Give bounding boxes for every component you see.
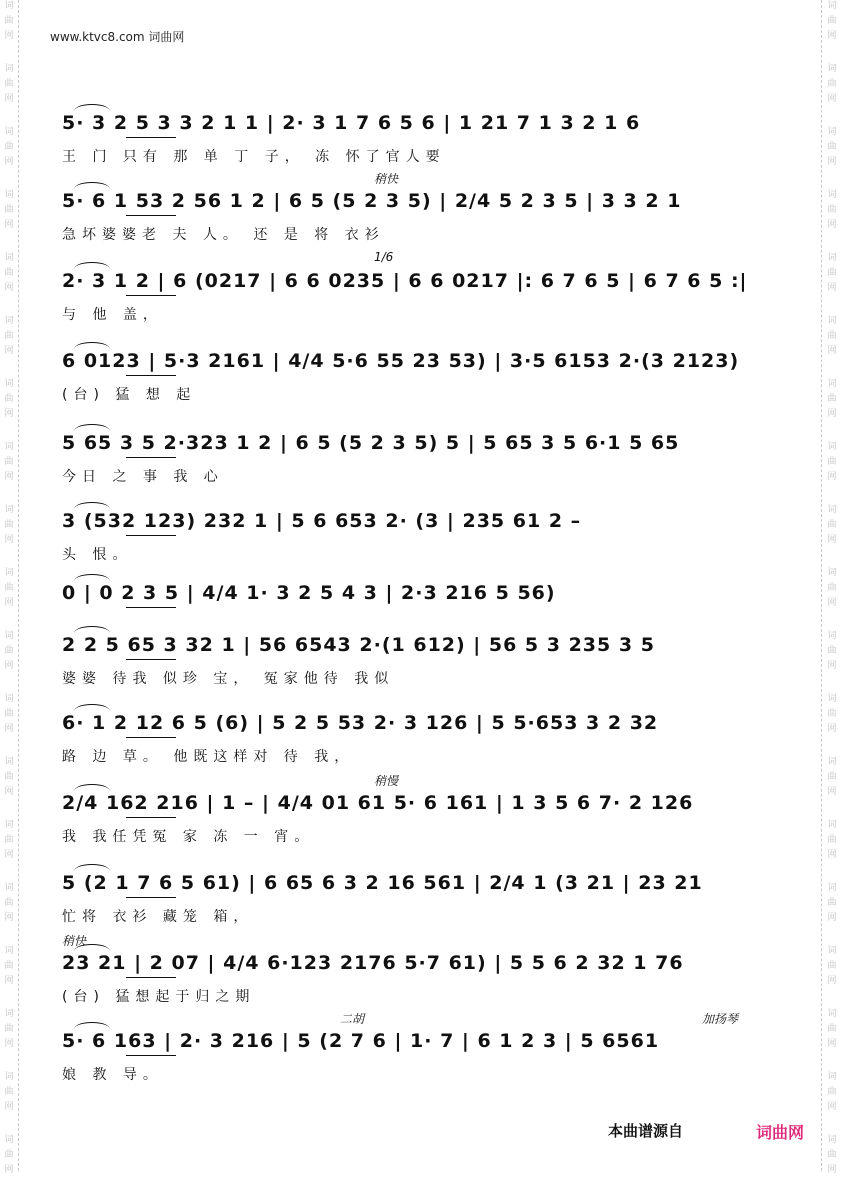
notation-line: 5· 3 2 5 3 3 2 1 1 | 2· 3 1 7 6 5 6 | 1 21 7 1 3 2 1 6: [62, 112, 641, 134]
lyric-line: 路 边 草。 他既这样对 待 我，: [62, 749, 355, 765]
notation-line: 2/4 162 216 | 1 – | 4/4 01 61 5· 6 161 | 1 3 5 6 7· 2 126: [62, 792, 694, 814]
watermark-group: [2, 630, 16, 673]
tempo-mark: 稍快: [374, 172, 399, 186]
watermark-group: [2, 126, 16, 169]
watermark-glyph: 词: [827, 316, 837, 326]
watermark-glyph: 网: [827, 976, 837, 986]
watermark-glyph: 词: [4, 127, 14, 137]
watermark-glyph: 网: [827, 283, 837, 293]
watermark-group: [825, 63, 839, 106]
watermark-glyph: 曲: [4, 646, 14, 656]
watermark-glyph: 曲: [827, 16, 837, 26]
watermark-group: [825, 378, 839, 421]
watermark-glyph: 网: [4, 661, 14, 671]
watermark-glyph: 曲: [4, 205, 14, 215]
beam-underline: [126, 375, 176, 376]
watermark-glyph: 曲: [4, 331, 14, 341]
watermark-glyph: 曲: [4, 835, 14, 845]
watermark-group: [825, 630, 839, 673]
beam-underline: [126, 137, 176, 138]
watermark-glyph: 词: [4, 1072, 14, 1082]
slur-mark: [74, 104, 110, 111]
watermark-glyph: 词: [4, 946, 14, 956]
watermark-group: [2, 693, 16, 736]
slur-mark: [74, 626, 110, 633]
watermark-group: [825, 567, 839, 610]
watermark-glyph: 词: [827, 694, 837, 704]
slur-mark: [74, 262, 110, 269]
watermark-glyph: 网: [827, 913, 837, 923]
watermark-group: [825, 819, 839, 862]
lyric-line: 王 门 只有 那 单 丁 子， 冻 怀了官人要: [62, 149, 446, 165]
watermark-glyph: 词: [827, 568, 837, 578]
watermark-glyph: 曲: [827, 79, 837, 89]
watermark-glyph: 曲: [827, 394, 837, 404]
watermark-glyph: 词: [4, 1, 14, 11]
watermark-glyph: 词: [827, 883, 837, 893]
watermark-glyph: 网: [827, 94, 837, 104]
watermark-glyph: 词: [827, 505, 837, 515]
watermark-glyph: 词: [827, 757, 837, 767]
watermark-glyph: 词: [4, 757, 14, 767]
watermark-group: [825, 882, 839, 925]
watermark-group: [2, 315, 16, 358]
watermark-glyph: 曲: [4, 772, 14, 782]
watermark-glyph: 词: [4, 505, 14, 515]
slur-mark: [74, 574, 110, 581]
watermark-glyph: 词: [827, 1009, 837, 1019]
watermark-group: [825, 315, 839, 358]
notation-line: 6 0123 | 5·3 2161 | 4/4 5·6 55 23 53) | 3·5 6153 2·(3 2123): [62, 350, 740, 372]
watermark-glyph: 网: [4, 283, 14, 293]
watermark-glyph: 词: [827, 379, 837, 389]
beam-underline: [126, 1055, 176, 1056]
beam-underline: [126, 295, 176, 296]
watermark-group: [2, 1008, 16, 1051]
watermark-glyph: 网: [4, 598, 14, 608]
watermark-glyph: 网: [827, 787, 837, 797]
watermark-glyph: 网: [827, 31, 837, 41]
watermark-group: [825, 756, 839, 799]
watermark-glyph: 曲: [4, 268, 14, 278]
watermark-glyph: 曲: [827, 646, 837, 656]
watermark-glyph: 曲: [4, 142, 14, 152]
watermark-glyph: 词: [4, 64, 14, 74]
watermark-glyph: 网: [4, 976, 14, 986]
watermark-glyph: 网: [827, 472, 837, 482]
beam-underline: [126, 897, 176, 898]
watermark-glyph: 网: [827, 1165, 837, 1175]
right-border: [821, 0, 823, 1171]
lyric-line: 与 他 盖，: [62, 307, 163, 323]
slur-mark: [74, 502, 110, 509]
notation-line: 2 2 5 65 3 32 1 | 56 6543 2·(1 612) | 56 5 3 235 3 5: [62, 634, 655, 656]
notation-line: 5 (2 1 7 6 5 61) | 6 65 6 3 2 16 561 | 2/4 1 (3 21 | 23 21: [62, 872, 703, 894]
watermark-glyph: 曲: [4, 457, 14, 467]
slur-mark: [74, 1022, 110, 1029]
notation-line: 23 21 | 2 07 | 4/4 6·123 2176 5·7 61) | 5 5 6 2 32 1 76: [62, 952, 684, 974]
watermark-glyph: 网: [827, 1039, 837, 1049]
watermark-glyph: 词: [827, 64, 837, 74]
watermark-glyph: 网: [4, 1165, 14, 1175]
lyric-line: 急坏婆婆老 夫 人。 还 是 将 衣衫: [62, 227, 385, 243]
watermark-group: [825, 945, 839, 988]
lyric-line: 头 恨。: [62, 547, 133, 563]
watermark-glyph: 网: [4, 850, 14, 860]
watermark-glyph: 曲: [4, 709, 14, 719]
notation-line: 5 65 3 5 2·323 1 2 | 6 5 (5 2 3 5) 5 | 5 65 3 5 6·1 5 65: [62, 432, 680, 454]
tempo-mark: 稍慢: [374, 774, 399, 788]
watermark-group: [825, 126, 839, 169]
watermark-glyph: 网: [827, 598, 837, 608]
watermark-glyph: 曲: [4, 394, 14, 404]
watermark-glyph: 词: [827, 946, 837, 956]
watermark-glyph: 词: [827, 190, 837, 200]
watermark-glyph: 网: [4, 913, 14, 923]
beam-underline: [126, 817, 176, 818]
watermark-glyph: 网: [827, 220, 837, 230]
lyric-line: (台) 猛想起于归之期: [62, 989, 256, 1005]
notation-line: 5· 6 163 | 2· 3 216 | 5 (2 7 6 | 1· 7 | 6 1 2 3 | 5 6561: [62, 1030, 660, 1052]
watermark-group: [825, 1071, 839, 1114]
slur-mark: [74, 784, 110, 791]
beam-underline: [126, 535, 176, 536]
watermark-group: [825, 504, 839, 547]
slur-mark: [74, 424, 110, 431]
watermark-glyph: 网: [827, 661, 837, 671]
watermark-glyph: 网: [827, 850, 837, 860]
watermark-group: [825, 0, 839, 43]
watermark-group: [2, 441, 16, 484]
watermark-group: [2, 504, 16, 547]
watermark-glyph: 曲: [827, 142, 837, 152]
footer-brand[interactable]: 词曲网: [756, 1123, 805, 1142]
watermark-glyph: 曲: [827, 205, 837, 215]
watermark-group: [825, 189, 839, 232]
lyric-line: 婆婆 待我 似珍 宝， 冤家他待 我似: [62, 671, 395, 687]
watermark-glyph: 网: [4, 724, 14, 734]
watermark-glyph: 词: [827, 631, 837, 641]
watermark-group: [2, 189, 16, 232]
watermark-glyph: 曲: [4, 16, 14, 26]
slur-mark: [74, 342, 110, 349]
watermark-glyph: 网: [4, 157, 14, 167]
watermark-glyph: 网: [4, 31, 14, 41]
watermark-group: [2, 252, 16, 295]
watermark-glyph: 网: [827, 346, 837, 356]
watermark-glyph: 网: [4, 346, 14, 356]
footer-source-label: 本曲谱源自: [608, 1122, 684, 1140]
watermark-glyph: 曲: [4, 79, 14, 89]
watermark-group: [2, 945, 16, 988]
watermark-glyph: 词: [827, 1072, 837, 1082]
watermark-group: [2, 882, 16, 925]
watermark-glyph: 网: [4, 1039, 14, 1049]
watermark-glyph: 词: [4, 694, 14, 704]
lyric-line: 我 我任凭冤 家 冻 一 宵。: [62, 829, 315, 845]
watermark-glyph: 词: [4, 1135, 14, 1145]
watermark-group: [825, 441, 839, 484]
instrument-mark: 加扬琴: [702, 1012, 739, 1026]
watermark-group: [2, 819, 16, 862]
watermark-glyph: 网: [4, 787, 14, 797]
watermark-glyph: 词: [827, 1, 837, 11]
watermark-glyph: 网: [4, 472, 14, 482]
watermark-glyph: 网: [827, 724, 837, 734]
slur-mark: [74, 864, 110, 871]
watermark-glyph: 网: [4, 94, 14, 104]
beam-underline: [126, 659, 176, 660]
watermark-right: [825, 0, 839, 1197]
lyric-line: 今日 之 事 我 心: [62, 469, 224, 485]
watermark-group: [2, 63, 16, 106]
watermark-glyph: 词: [4, 820, 14, 830]
beam-underline: [126, 977, 176, 978]
watermark-glyph: 曲: [827, 583, 837, 593]
watermark-glyph: 词: [4, 883, 14, 893]
watermark-glyph: 词: [4, 1009, 14, 1019]
slur-mark: [74, 182, 110, 189]
watermark-left: [2, 0, 16, 1197]
watermark-group: [825, 693, 839, 736]
watermark-group: [2, 378, 16, 421]
watermark-glyph: 网: [827, 409, 837, 419]
watermark-glyph: 网: [4, 220, 14, 230]
notation-line: 3 (532 123) 232 1 | 5 6 653 2· (3 | 235 61 2 –: [62, 510, 582, 532]
watermark-glyph: 网: [4, 1102, 14, 1112]
lyric-line: 娘 教 导。: [62, 1067, 163, 1083]
watermark-group: [825, 252, 839, 295]
watermark-glyph: 曲: [827, 1024, 837, 1034]
beam-underline: [126, 215, 176, 216]
left-border: [18, 0, 20, 1171]
watermark-glyph: 曲: [827, 520, 837, 530]
watermark-glyph: 词: [4, 316, 14, 326]
watermark-group: [825, 1008, 839, 1051]
watermark-glyph: 曲: [827, 1150, 837, 1160]
watermark-glyph: 曲: [827, 961, 837, 971]
watermark-glyph: 网: [4, 535, 14, 545]
tempo-mark: 二胡: [340, 1012, 365, 1026]
lyric-line: 忙将 衣衫 藏笼 箱，: [62, 909, 254, 925]
watermark-glyph: 词: [827, 442, 837, 452]
watermark-glyph: 词: [827, 1135, 837, 1145]
watermark-glyph: 词: [827, 127, 837, 137]
beam-underline: [126, 457, 176, 458]
watermark-glyph: 曲: [4, 520, 14, 530]
watermark-group: [2, 756, 16, 799]
watermark-glyph: 曲: [827, 331, 837, 341]
tempo-mark: 稍快: [62, 934, 87, 948]
watermark-glyph: 词: [4, 379, 14, 389]
watermark-glyph: 曲: [827, 898, 837, 908]
notation-line: 2· 3 1 2 | 6 (0217 | 6 6 0235 | 6 6 0217 |: 6 7 6 5 | 6 7 6 5 :|: [62, 270, 748, 292]
watermark-glyph: 网: [827, 1102, 837, 1112]
watermark-glyph: 词: [4, 190, 14, 200]
watermark-glyph: 曲: [4, 583, 14, 593]
watermark-glyph: 曲: [4, 1024, 14, 1034]
notation-line: 5· 6 1 53 2 56 1 2 | 6 5 (5 2 3 5) | 2/4 5 2 3 5 | 3 3 2 1: [62, 190, 682, 212]
watermark-glyph: 曲: [4, 961, 14, 971]
notation-line: 6· 1 2 12 6 5 (6) | 5 2 5 53 2· 3 126 | 5 5·653 3 2 32: [62, 712, 659, 734]
watermark-glyph: 曲: [827, 1087, 837, 1097]
beam-underline: [126, 607, 176, 608]
notation-line: 0 | 0 2 3 5 | 4/4 1· 3 2 5 4 3 | 2·3 216 5 56): [62, 582, 556, 604]
watermark-glyph: 曲: [827, 835, 837, 845]
watermark-glyph: 词: [4, 442, 14, 452]
watermark-glyph: 网: [827, 535, 837, 545]
watermark-glyph: 词: [4, 253, 14, 263]
slur-mark: [74, 704, 110, 711]
watermark-glyph: 词: [827, 820, 837, 830]
lyric-line: (台) 猛 想 起: [62, 387, 197, 403]
tempo-mark: 1/6: [374, 250, 394, 264]
watermark-glyph: 曲: [827, 268, 837, 278]
watermark-glyph: 曲: [4, 1150, 14, 1160]
watermark-glyph: 词: [4, 568, 14, 578]
watermark-group: [2, 567, 16, 610]
watermark-glyph: 网: [4, 409, 14, 419]
watermark-glyph: 曲: [4, 1087, 14, 1097]
watermark-glyph: 网: [827, 157, 837, 167]
watermark-group: [2, 1071, 16, 1114]
watermark-glyph: 词: [827, 253, 837, 263]
watermark-glyph: 词: [4, 631, 14, 641]
site-url[interactable]: www.ktvc8.com 词曲网: [50, 30, 185, 44]
watermark-glyph: 曲: [827, 457, 837, 467]
watermark-glyph: 曲: [827, 709, 837, 719]
watermark-glyph: 曲: [4, 898, 14, 908]
watermark-glyph: 曲: [827, 772, 837, 782]
watermark-group: [2, 0, 16, 43]
beam-underline: [126, 737, 176, 738]
